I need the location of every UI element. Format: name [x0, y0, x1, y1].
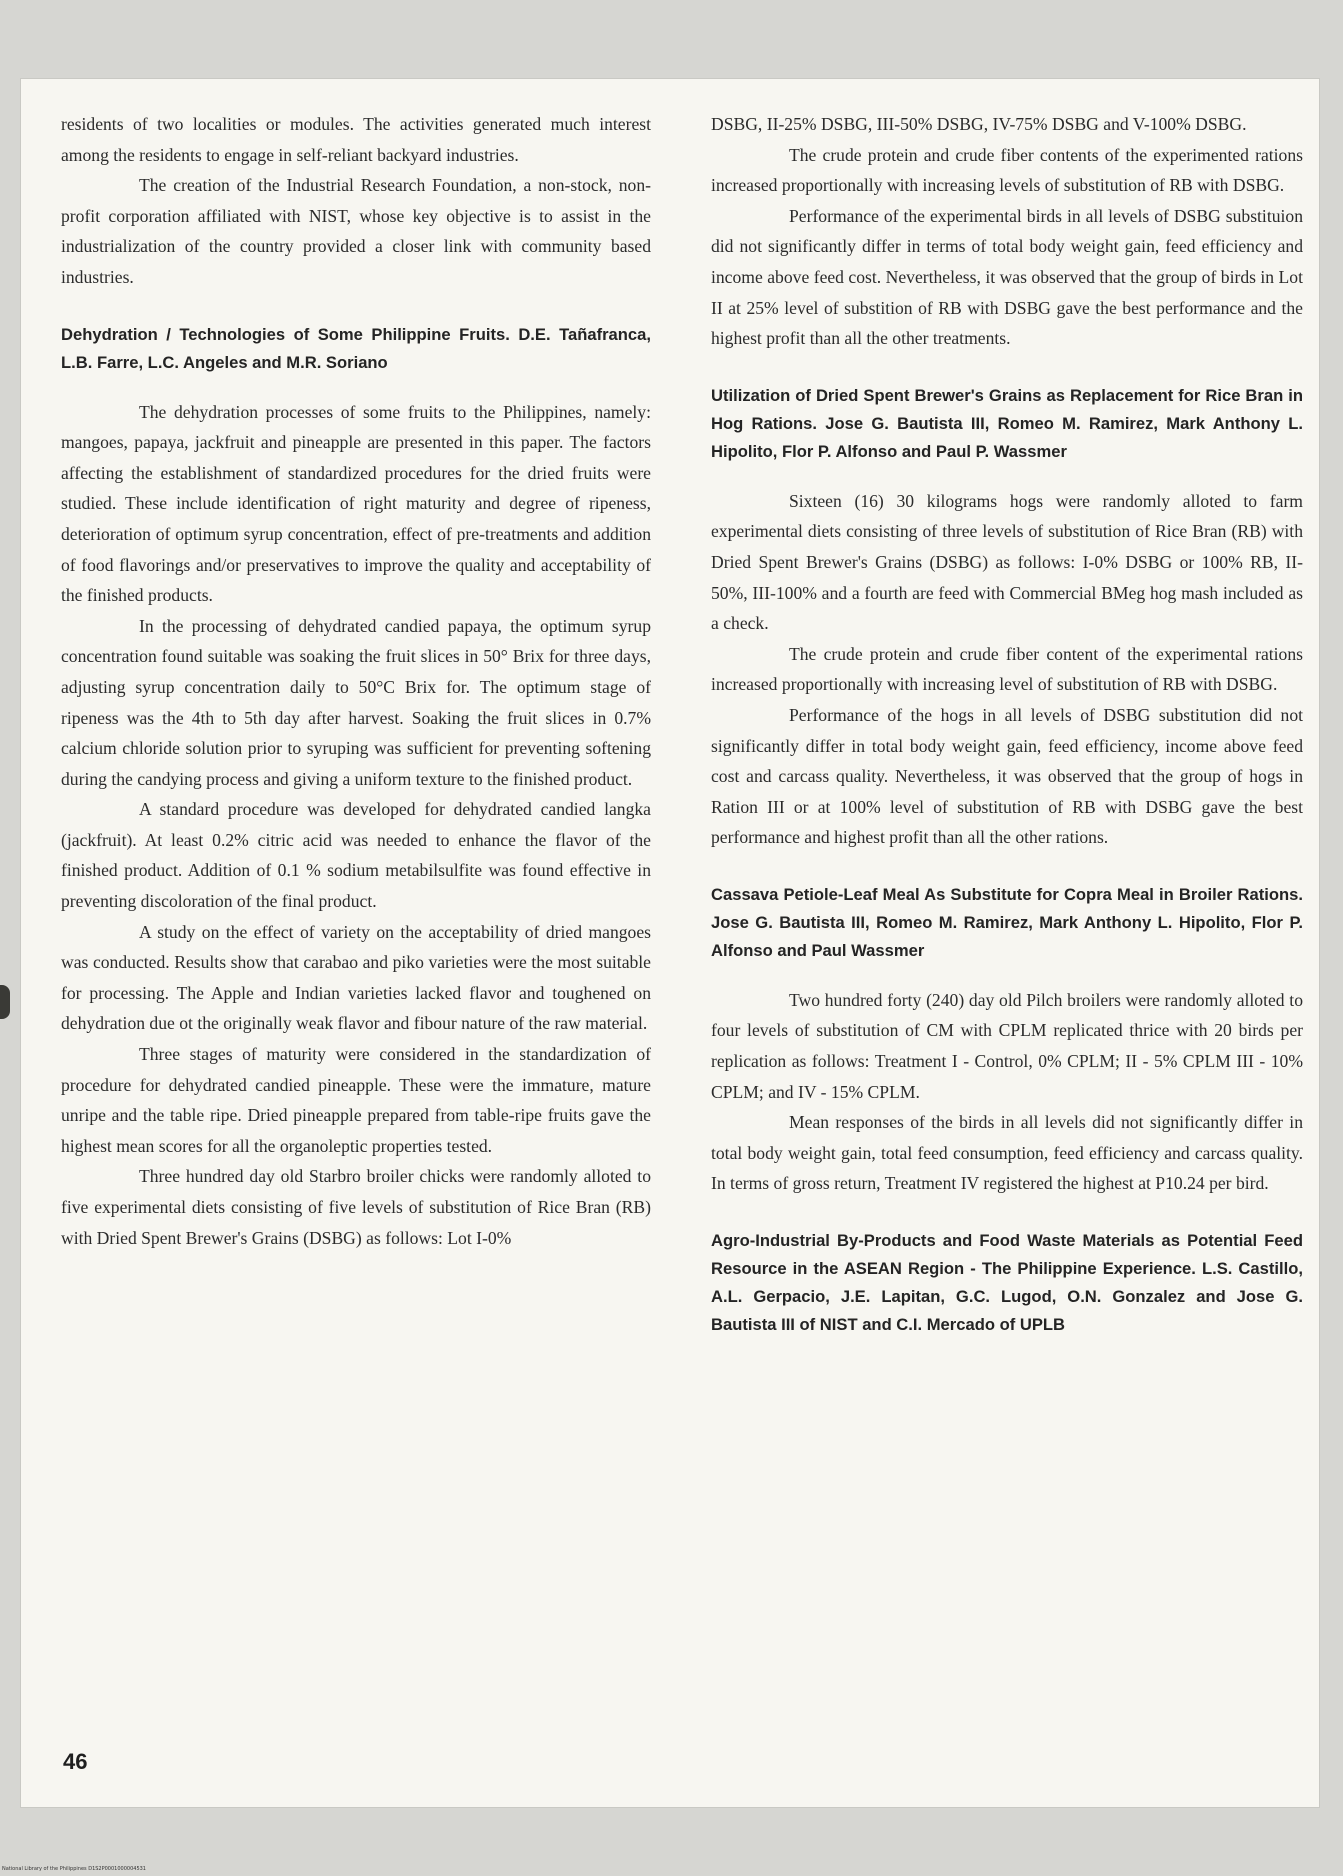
scan-footer-credit: National Library of the Philippines D1S2P0001000004531: [2, 1866, 146, 1872]
section-title: Utilization of Dried Spent Brewer's Grains as Replacement for Rice Bran in Hog Rations.: [711, 385, 1303, 433]
section-authors: Jose G. Bautista III, Romeo M. Ramirez, Mark Anthony L. Hipolito, Flor P. Alfonso and Paul P. Wassmer: [711, 413, 1303, 461]
body-paragraph: A standard procedure was developed for dehydrated candied langka (jackfruit). At least 0.2% citric acid was needed to enhance the flavor of the finished product. Addition of 0.1 % sodium metabilsulfite was found effective in preventing discoloration of the final product.: [61, 799, 651, 912]
section-heading-dehydration: [61, 321, 651, 377]
intro-paragraph-1: residents of two localities or modules. The activities generated much interest among the residents to engage in self-reliant backyard industries.: [61, 114, 651, 165]
body-paragraph: The dehydration processes of some fruits to the Philippines, namely: mangoes, papaya, jackfruit and pineapple are presented in this paper. The factors affecting the establishment of standardized procedures for the dried fruits were studied. These include identification of right maturity and degree of ripeness, deterioration of optimum syrup concentration, effect of pre-treatments and addition of food flavorings and/or preservatives to improve the quality and acceptability of the finished products.: [61, 401, 651, 606]
body-paragraph: Two hundred forty (240) day old Pilch broilers were randomly alloted to four levels of substitution of CM with CPLM replicated thrice with 20 birds per replication as follows: Treatment I - Control, 0% CPLM; II - 5% CPLM III - 10% CPLM; and IV - 15% CPLM.: [711, 989, 1303, 1102]
body-paragraph: A study on the effect of variety on the acceptability of dried mangoes was conducted. Results show that carabao and piko varieties were the most suitable for processing. The Apple and Indian varieties lacked flavor and toughened on dehydration due ot the originally weak flavor and fibour nature of the raw material.: [61, 921, 651, 1034]
section-authors: L.S. Castillo, A.L. Gerpacio, J.E. Lapitan, G.C. Lugod, O.N. Gonzalez and Jose G. Bautista III of NIST and C.I. Mercado of UPLB: [711, 1259, 1303, 1335]
section-title: Dehydration / Technologies of Some Philippine Fruits.: [61, 324, 510, 344]
section-heading-brewers-grains: [711, 382, 1303, 466]
section-authors: D.E. Tañafranca, L.B. Farre, L.C. Angeles and M.R. Soriano: [61, 324, 651, 372]
document-page: [20, 78, 1320, 1808]
body-paragraph: In the processing of dehydrated candied papaya, the optimum syrup concentration found suitable was soaking the fruit slices in 50° Brix for three days, adjusting syrup concentration daily to 50°C Brix for. The optimum stage of ripeness was the 4th to 5th day after harvest. Soaking the fruit slices in 0.7% calcium chloride solution prior to syruping was sufficient for preventing softening during the candying process and giving a uniform texture to the finished product.: [61, 615, 651, 789]
section-authors: Jose G. Bautista III, Romeo M. Ramirez, Mark Anthony L. Hipolito, Flor P. Alfonso and Paul Wassmer: [711, 912, 1303, 960]
body-paragraph: Performance of the experimental birds in all levels of DSBG substituion did not significantly differ in terms of total body weight gain, feed efficiency and income above feed cost. Nevertheless, it was observed that the group of birds in Lot II at 25% level of substition of RB with DSBG gave the best performance and the highest profit than all the other treatments.: [711, 205, 1303, 349]
body-paragraph: Mean responses of the birds in all levels did not significantly differ in total body weight gain, total feed consumption, feed efficiency and carcass quality. In terms of gross return, Treatment IV registered the highest at P10.24 per bird.: [711, 1112, 1303, 1194]
section-title: Agro-Industrial By-Products and Food Waste Materials as Potential Feed Resource in the ASEAN Region - The Philippine Experience.: [711, 1231, 1303, 1279]
body-paragraph: The crude protein and crude fiber content of the experimental rations increased proportionally with increasing level of substitution of RB with DSBG.: [711, 643, 1303, 695]
intro-paragraph-2: The creation of the Industrial Research Foundation, a non-stock, non-profit corporation affiliated with NIST, whose key objective is to assist in the industrialization of the country provided a closer link with community based industries.: [61, 175, 651, 287]
body-paragraph: Three hundred day old Starbro broiler chicks were randomly alloted to five experimental diets consisting of five levels of substitution of Rice Bran (RB) with Dried Spent Brewer's Grains (DSBG) as follows: Lot I-0%: [61, 1166, 651, 1248]
continued-paragraph: DSBG, II-25% DSBG, III-50% DSBG, IV-75% DSBG and V-100% DSBG.: [711, 114, 1247, 134]
body-paragraph: The crude protein and crude fiber contents of the experimented rations increased proportionally with increasing levels of substitution of RB with DSBG.: [711, 144, 1303, 196]
page-number: 46: [63, 1749, 88, 1774]
left-column: [61, 109, 651, 1253]
body-paragraph: Sixteen (16) 30 kilograms hogs were randomly alloted to farm experimental diets consisting of three levels of substitution of Rice Bran (RB) with Dried Spent Brewer's Grains (DSBG) as follows: I-0% DSBG or 100% RB, II-50%, III-100% and a fourth are feed with Commercial BMeg hog mash included as a check.: [711, 490, 1303, 634]
body-paragraph: Performance of the hogs in all levels of DSBG substitution did not significantly differ in total body weight gain, feed efficiency, income above feed cost and carcass quality. Nevertheless, it was observed that the group of hogs in Ration III or at 100% level of substitution of RB with DSBG gave the best performance and highest profit than all the other rations.: [711, 704, 1303, 848]
section-heading-cassava: [711, 881, 1303, 965]
binding-clip-shadow: [0, 985, 10, 1019]
section-title: Cassava Petiole-Leaf Meal As Substitute for Copra Meal in Broiler Rations.: [711, 884, 1303, 904]
body-paragraph: Three stages of maturity were considered in the standardization of procedure for dehydrated candied pineapple. These were the immature, mature unripe and the table ripe. Dried pineapple prepared from table-ripe fruits gave the highest mean scores for all the organoleptic properties tested.: [61, 1044, 651, 1156]
right-column: [711, 109, 1303, 1359]
section-heading-agro-industrial: [711, 1227, 1303, 1339]
